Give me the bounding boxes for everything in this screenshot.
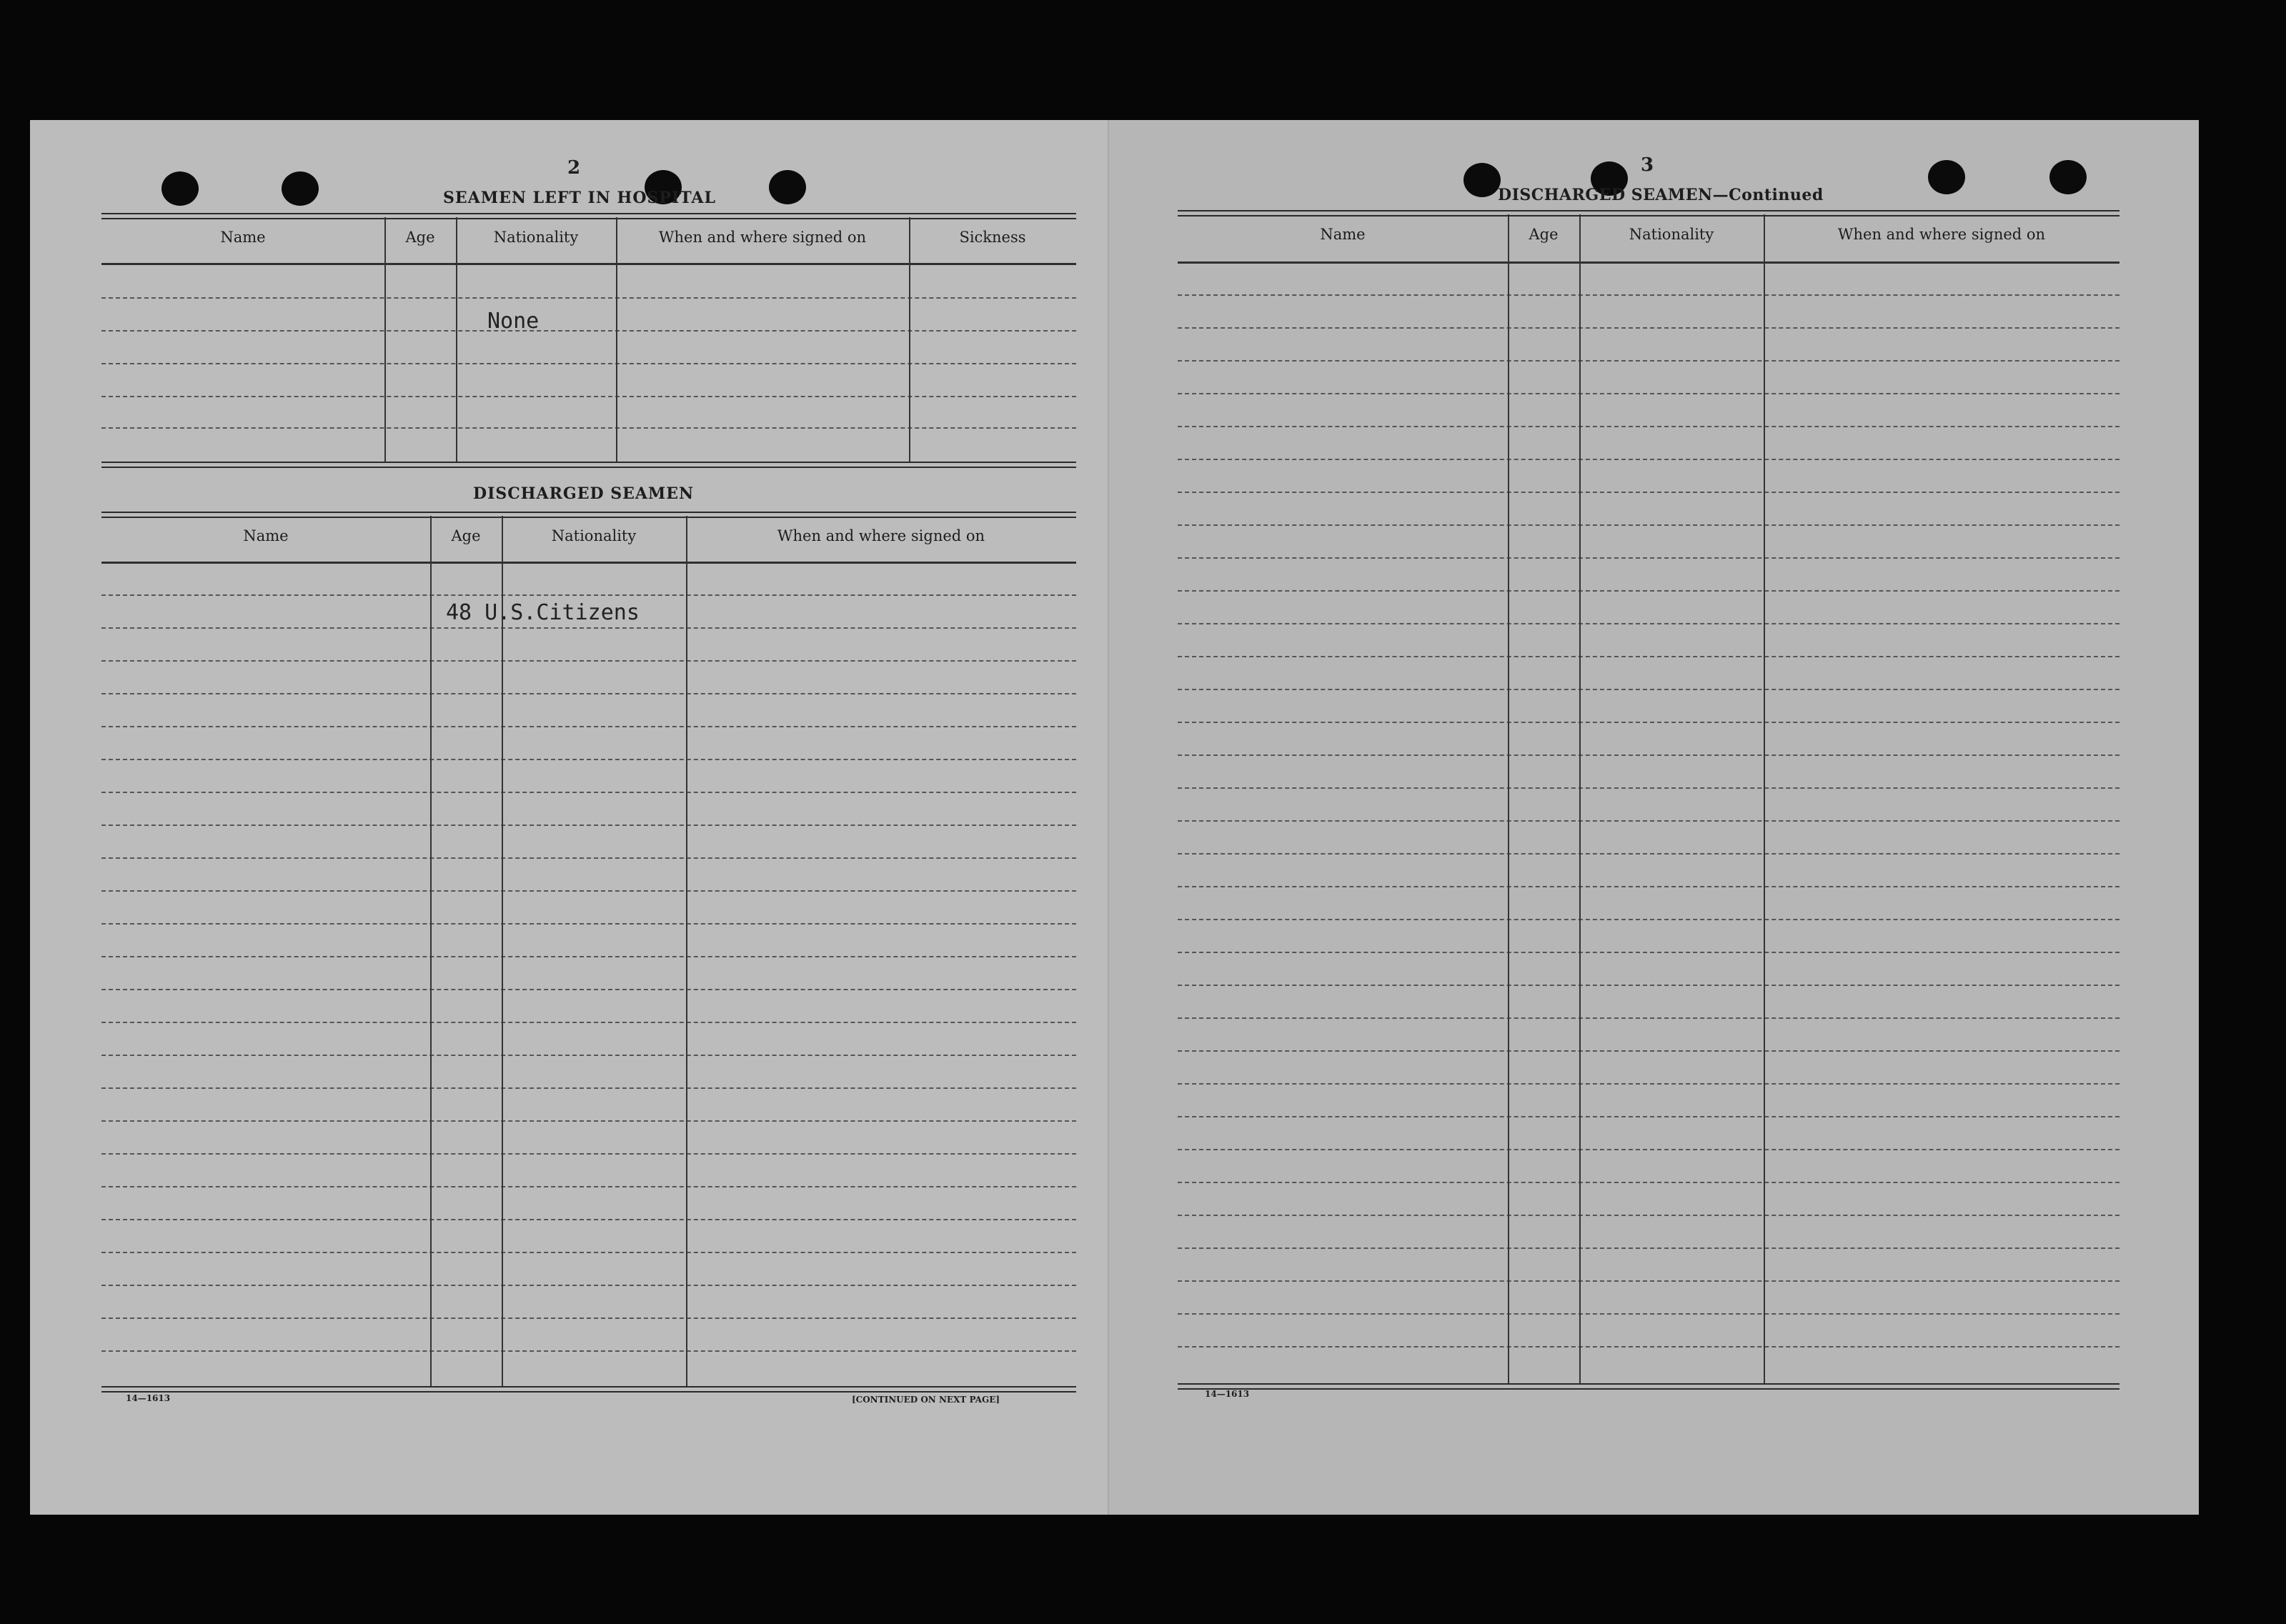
row-line (101, 792, 1076, 793)
row-line (101, 1153, 1076, 1155)
col-header-nationality: Nationality (493, 229, 579, 246)
row-line (1178, 985, 2119, 986)
table-rule (101, 462, 1076, 468)
row-line (1178, 1346, 2119, 1347)
row-line (1178, 820, 2119, 822)
row-line (101, 1252, 1076, 1253)
column-divider (686, 516, 687, 1386)
row-line (1178, 1280, 2119, 1282)
row-line (101, 1285, 1076, 1286)
form-number: 14—1613 (126, 1393, 171, 1403)
col-header-name: Name (1320, 226, 1366, 243)
row-line (1178, 623, 2119, 624)
right-page (1109, 120, 2199, 1515)
row-line (1178, 754, 2119, 756)
page-number: 3 (1641, 154, 1654, 176)
form-number: 14—1613 (1205, 1389, 1250, 1399)
row-line (101, 1350, 1076, 1352)
row-line (101, 825, 1076, 826)
col-header-signed-on: When and where signed on (1837, 226, 2046, 243)
discharged-section-title: DISCHARGED SEAMEN (473, 484, 695, 503)
row-line (1178, 853, 2119, 855)
row-line (101, 693, 1076, 694)
col-header-nationality: Nationality (551, 527, 637, 544)
col-header-signed-on: When and where signed on (777, 527, 985, 544)
row-line (101, 594, 1076, 596)
row-line (101, 857, 1076, 859)
table-rule (101, 213, 1076, 219)
row-line (1178, 524, 2119, 526)
row-line (1178, 787, 2119, 789)
row-line (101, 1317, 1076, 1319)
row-line (1178, 557, 2119, 559)
col-header-age: Age (451, 527, 481, 544)
table-rule (101, 1386, 1076, 1393)
row-line (101, 660, 1076, 662)
row-line (1178, 722, 2119, 723)
col-header-name: Name (220, 229, 266, 246)
row-line (101, 1219, 1076, 1220)
row-line (101, 297, 1076, 299)
punch-hole (1928, 160, 1965, 194)
punch-hole (769, 170, 806, 204)
header-rule (1178, 261, 2119, 264)
col-header-name: Name (243, 527, 289, 544)
row-line (1178, 656, 2119, 657)
column-divider (430, 516, 432, 1386)
hospital-entry-none: None (487, 309, 540, 334)
col-header-nationality: Nationality (1629, 226, 1714, 243)
header-rule (101, 562, 1076, 564)
row-line (1178, 1116, 2119, 1117)
row-line (1178, 1313, 2119, 1315)
row-line (101, 396, 1076, 397)
row-line (1178, 1017, 2119, 1019)
row-line (1178, 294, 2119, 296)
row-line (101, 956, 1076, 957)
row-line (101, 627, 1076, 629)
row-line (1178, 689, 2119, 690)
punch-hole (161, 171, 199, 206)
row-line (101, 1055, 1076, 1056)
row-line (101, 726, 1076, 727)
row-line (1178, 492, 2119, 493)
table-rule (1178, 210, 2119, 216)
row-line (1178, 426, 2119, 427)
row-line (101, 890, 1076, 892)
column-divider (1764, 214, 1765, 1383)
row-line (101, 363, 1076, 364)
punch-hole (282, 171, 319, 206)
row-line (1178, 1182, 2119, 1183)
row-line (101, 989, 1076, 990)
punch-hole (1463, 163, 1501, 197)
column-divider (502, 516, 503, 1386)
row-line (1178, 1215, 2119, 1216)
column-divider (1579, 214, 1581, 1383)
col-header-signed-on: When and where signed on (658, 229, 867, 246)
row-line (1178, 393, 2119, 394)
column-divider (1508, 214, 1509, 1383)
header-rule (101, 263, 1076, 265)
row-line (1178, 952, 2119, 953)
column-divider (909, 217, 910, 462)
row-line (1178, 590, 2119, 592)
row-line (1178, 886, 2119, 887)
row-line (101, 1087, 1076, 1089)
row-line (101, 759, 1076, 760)
row-line (1178, 459, 2119, 460)
punch-hole (2049, 160, 2087, 194)
row-line (1178, 1247, 2119, 1249)
row-line (101, 427, 1076, 429)
row-line (101, 330, 1076, 332)
row-line (1178, 327, 2119, 329)
row-line (101, 1186, 1076, 1187)
row-line (101, 1120, 1076, 1122)
left-page (30, 120, 1109, 1515)
col-header-age: Age (405, 229, 435, 246)
row-line (1178, 1050, 2119, 1052)
col-header-age: Age (1529, 226, 1559, 243)
row-line (1178, 1149, 2119, 1150)
continued-note: [CONTINUED ON NEXT PAGE] (852, 1395, 1000, 1405)
col-header-sickness: Sickness (959, 229, 1026, 246)
row-line (101, 923, 1076, 925)
row-line (1178, 919, 2119, 920)
hospital-section-title: SEAMEN LEFT IN HOSPITAL (443, 189, 716, 207)
column-divider (616, 217, 617, 462)
column-divider (456, 217, 457, 462)
row-line (1178, 1083, 2119, 1085)
table-rule (101, 512, 1076, 518)
discharged-entry: 48 U.S.Citizens (446, 600, 640, 625)
document-sheet (30, 120, 2199, 1515)
page-number: 2 (567, 157, 581, 179)
row-line (101, 1022, 1076, 1023)
continued-section-title: DISCHARGED SEAMEN—Continued (1498, 186, 1824, 204)
row-line (1178, 360, 2119, 362)
column-divider (384, 217, 386, 462)
table-rule (1178, 1383, 2119, 1390)
